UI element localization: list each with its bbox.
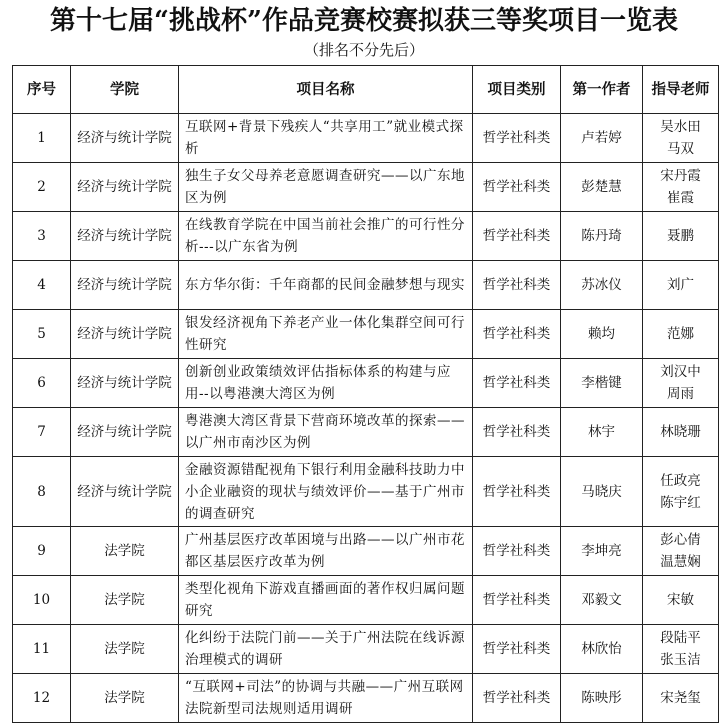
cell-index: 11 <box>13 625 71 674</box>
cell-author: 陈丹琦 <box>561 212 643 261</box>
cell-index: 3 <box>13 212 71 261</box>
cell-category: 哲学社科类 <box>473 114 561 163</box>
table-body <box>13 114 719 723</box>
table-row <box>13 212 719 261</box>
cell-author: 苏冰仪 <box>561 261 643 310</box>
header-project: 项目名称 <box>179 66 473 114</box>
cell-category: 哲学社科类 <box>473 408 561 457</box>
advisor-name: 宋敏 <box>667 592 694 608</box>
advisor-name: 张玉洁 <box>660 652 701 668</box>
cell-index: 5 <box>13 310 71 359</box>
cell-college: 经济与统计学院 <box>71 261 179 310</box>
page-title: 第十七届“挑战杯”作品竞赛校赛拟获三等奖项目一览表 <box>50 6 678 36</box>
cell-author: 马晓庆 <box>561 457 643 527</box>
header-advisor: 指导老师 <box>643 66 719 114</box>
cell-advisor <box>643 408 719 457</box>
cell-college: 经济与统计学院 <box>71 457 179 527</box>
advisor-name: 任政亮 <box>660 472 701 489</box>
table-row <box>13 457 719 527</box>
header-college: 学院 <box>71 66 179 114</box>
cell-project: 独生子女父母养老意愿调查研究——以广东地区为例 <box>179 163 473 212</box>
cell-project: “互联网+司法”的协调与共融——广州互联网法院新型司法规则适用调研 <box>179 674 473 723</box>
cell-index: 7 <box>13 408 71 457</box>
cell-advisor <box>643 212 719 261</box>
cell-category: 哲学社科类 <box>473 576 561 625</box>
table-row <box>13 261 719 310</box>
table-row <box>13 576 719 625</box>
cell-project: 银发经济视角下养老产业一体化集群空间可行性研究 <box>179 310 473 359</box>
cell-advisor <box>643 163 719 212</box>
cell-author: 彭楚慧 <box>561 163 643 212</box>
advisor-name: 周雨 <box>667 386 694 402</box>
cell-category: 哲学社科类 <box>473 674 561 723</box>
cell-advisor <box>643 114 719 163</box>
cell-author: 李坤亮 <box>561 527 643 576</box>
cell-index: 2 <box>13 163 71 212</box>
cell-author: 邓毅文 <box>561 576 643 625</box>
cell-advisor <box>643 674 719 723</box>
advisor-name: 吴水田 <box>660 119 701 135</box>
cell-project: 粤港澳大湾区背景下营商环境改革的探索——以广州市南沙区为例 <box>179 408 473 457</box>
cell-category: 哲学社科类 <box>473 163 561 212</box>
cell-category: 哲学社科类 <box>473 310 561 359</box>
table-row <box>13 114 719 163</box>
advisor-name: 范娜 <box>667 326 694 342</box>
cell-college: 法学院 <box>71 527 179 576</box>
cell-advisor <box>643 625 719 674</box>
advisor-name: 林晓珊 <box>660 424 701 440</box>
advisor-name: 马双 <box>667 141 694 157</box>
award-table <box>12 65 719 723</box>
cell-category: 哲学社科类 <box>473 527 561 576</box>
advisor-name: 崔霞 <box>667 190 694 206</box>
cell-author: 赖均 <box>561 310 643 359</box>
cell-project: 广州基层医疗改革困境与出路——以广州市花都区基层医疗改革为例 <box>179 527 473 576</box>
cell-advisor <box>643 576 719 625</box>
cell-author: 李楷键 <box>561 359 643 408</box>
cell-author: 陈映彤 <box>561 674 643 723</box>
cell-author: 林宇 <box>561 408 643 457</box>
cell-college: 经济与统计学院 <box>71 114 179 163</box>
advisor-name: 刘汉中 <box>660 364 701 380</box>
table-row <box>13 163 719 212</box>
cell-index: 9 <box>13 527 71 576</box>
cell-project: 在线教育学院在中国当前社会推广的可行性分析---以广东省为例 <box>179 212 473 261</box>
cell-college: 法学院 <box>71 576 179 625</box>
cell-project: 创新创业政策绩效评估指标体系的构建与应用--以粤港澳大湾区为例 <box>179 359 473 408</box>
cell-college: 经济与统计学院 <box>71 310 179 359</box>
cell-college: 经济与统计学院 <box>71 212 179 261</box>
cell-category: 哲学社科类 <box>473 261 561 310</box>
cell-index: 4 <box>13 261 71 310</box>
advisor-name: 刘广 <box>667 277 694 293</box>
advisor-name: 宋尧玺 <box>660 690 701 706</box>
cell-index: 10 <box>13 576 71 625</box>
cell-college: 经济与统计学院 <box>71 359 179 408</box>
cell-index: 12 <box>13 674 71 723</box>
cell-project: 东方华尔街：千年商都的民间金融梦想与现实 <box>179 261 473 310</box>
cell-advisor <box>643 310 719 359</box>
advisor-name: 温慧娴 <box>660 554 701 570</box>
cell-category: 哲学社科类 <box>473 625 561 674</box>
cell-college: 经济与统计学院 <box>71 408 179 457</box>
table-header-row <box>13 66 719 114</box>
table-row <box>13 527 719 576</box>
header-category: 项目类别 <box>473 66 561 114</box>
cell-author: 卢若婷 <box>561 114 643 163</box>
page-subtitle: （排名不分先后） <box>303 41 424 59</box>
cell-index: 8 <box>13 457 71 527</box>
advisor-name: 段陆平 <box>660 630 701 646</box>
cell-index: 6 <box>13 359 71 408</box>
cell-project: 类型化视角下游戏直播画面的著作权归属问题研究 <box>179 576 473 625</box>
cell-advisor <box>643 457 719 527</box>
cell-project: 金融资源错配视角下银行利用金融科技助力中小企业融资的现状与绩效评价——基于广州市的调查研究 <box>179 457 473 527</box>
table-row <box>13 359 719 408</box>
cell-college: 法学院 <box>71 674 179 723</box>
advisor-name: 陈宇红 <box>660 494 701 511</box>
table-row <box>13 625 719 674</box>
header-index: 序号 <box>13 66 71 114</box>
advisor-name: 宋丹霞 <box>660 168 701 184</box>
cell-college: 经济与统计学院 <box>71 163 179 212</box>
cell-advisor <box>643 261 719 310</box>
table-row <box>13 408 719 457</box>
cell-category: 哲学社科类 <box>473 212 561 261</box>
cell-author: 林欣怡 <box>561 625 643 674</box>
cell-advisor <box>643 359 719 408</box>
cell-project: 互联网+背景下残疾人“共享用工”就业模式探析 <box>179 114 473 163</box>
cell-category: 哲学社科类 <box>473 359 561 408</box>
header-author: 第一作者 <box>561 66 643 114</box>
table-row <box>13 674 719 723</box>
cell-project: 化纠纷于法院门前——关于广州法院在线诉源治理模式的调研 <box>179 625 473 674</box>
advisor-name: 聂鹏 <box>667 228 694 244</box>
advisor-name: 彭心倩 <box>660 532 701 548</box>
cell-college: 法学院 <box>71 625 179 674</box>
cell-category: 哲学社科类 <box>473 457 561 527</box>
cell-advisor <box>643 527 719 576</box>
cell-index: 1 <box>13 114 71 163</box>
table-row <box>13 310 719 359</box>
